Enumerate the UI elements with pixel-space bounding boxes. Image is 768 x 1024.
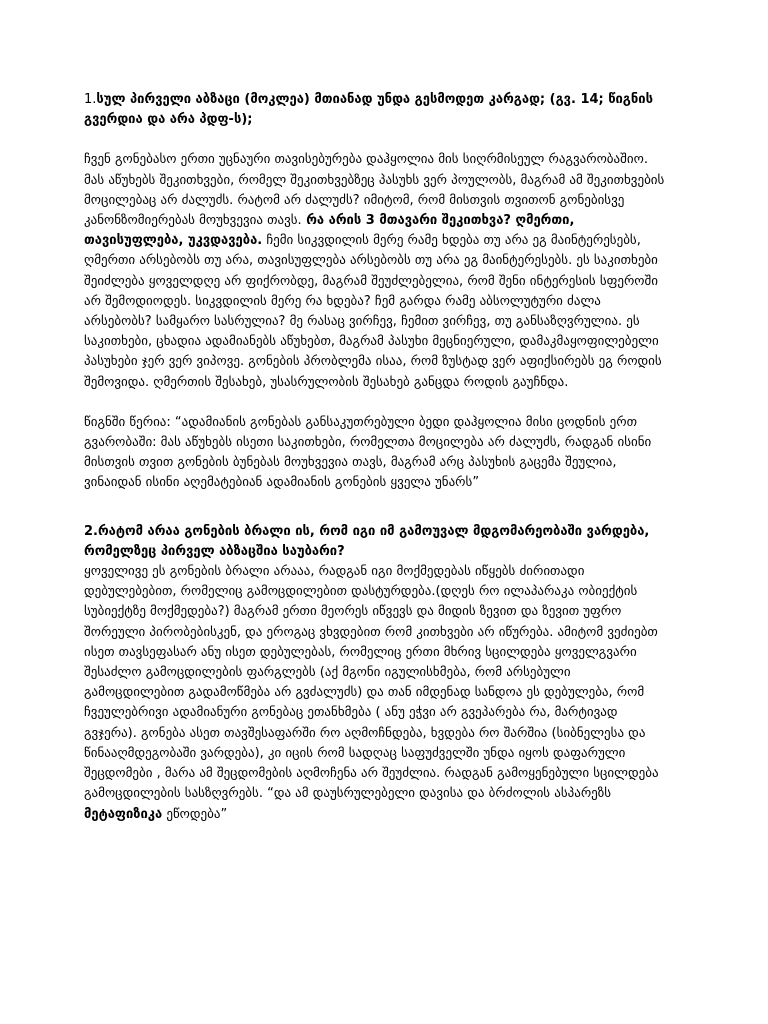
section-2-paragraph-1: [84, 562, 668, 825]
section-1-paragraph-1-text-a: ჩვენ გონებასო ერთი უცნაური თავისებურება დაჰყოლია მის სიღრმისეულ რაგვარობაშიო. მას აწუხებს შეკითხვები, რომელ შეკითხვებზეც პასუხს ვერ პოულობს, მაგრამ ამ შეკითხვების მოცილებაც არ ძალუძს. რატომ არ ძალუძს? იმიტომ, რომ მისთვის თვითონ გონებისვე კანონზომიერებას მოუხვევია თავს.: [84, 152, 665, 229]
section-2-paragraph-1-text-b: ეწოდება”: [162, 806, 228, 822]
section-1-paragraph-2: წიგნში წერია: “ადამიანის გონებას განსაკუთრებული ბედი დაჰყოლია მისი ცოდნის ერთ გვარობაში: მას აწუხებს ისეთი საკითხები, რომელთა მოცილება არ ძალუძს, რადგან ისინი მისთვის თვით გონების ბუნებას მოუხვევია თავს, მაგრამ არც პასუხის გაცემა შეულია, ვინაიდან ისინი აღემატებიან ადამიანის გონების ყველა უნარს”: [84, 414, 652, 491]
section-1-paragraph-1: [84, 150, 668, 392]
section-2-heading-text-a: რატომ არაა გონების ბრალი ის, რომ იგი იმ გამოუვალ მდგომარეობაში ვარდება,: [97, 523, 650, 539]
section-1-paragraph-1-bold: რა არის 3 მთავარი შეკითხვა? ღმერთი, თავისუფლება, უკვდავება.: [84, 213, 575, 249]
section-1-number: 1.: [84, 92, 97, 107]
section-2-paragraph-1-bold: მეტაფიზიკა: [84, 806, 163, 822]
section-2-heading: [84, 522, 668, 542]
section-2-number: 2.: [84, 523, 98, 539]
section-2-paragraph-1-text-a: ყოველივე ეს გონების ბრალი არააა, რადგან იგი მოქმედებას იწყებს ძირითადი დებულებებით, რომელიც გამოცდილებით დასტურდება.(დღეს რო ილაპარაკა ობიექტის სუბიექტზე მოქმედება?) მაგრამ ერთი მეორეს იწვევს და მიდის ზევით და ზევით უფრო შორეული პირობებისკენ, და ეროგაც ვხვდებით რომ კითხვები არ იწურება. ამიტომ ვეძიებთ ისეთ თავსეფასარ ანუ ისეთ დებულებას, რომელიც ერთი მხრივ სცილდება ყოველგვარი შესაძლო გამოცდილების ფარგლებს (აქ მგონი იგულისხმება, რომ არსებული გამოცდილებით გადამოწმება არ გვძალუძს) და თან იმდენად სანდოა ეს დებულება, რომ ჩვეულებრივი ადამიანური გონებაც ეთანხმება ( ანუ ეჭვი არ გვეპარება რა, მარტივად გვჯერა). გონება ასეთ თავშესაფარში რო აღმოჩნდება, ხვდება რო შარშია (სიბნელესა და წინააღმდეგობაში ვარდება), კი იცის რომ სადღაც საფუძველში უნდა იყოს დაფარული შეცდომები , მარა ამ შეცდომების აღმოჩენა არ შეუძლია. რადგან გამოყენებული სცილდება გამოცდილების სასზღვრებს. “და ამ დაუსრულებელი დავისა და ბრძოლის ასპარეზს: [84, 564, 659, 802]
section-1-heading: [84, 90, 668, 130]
section-1-heading-text: სულ პირველი აბზაცი (მოკლეა) მთიანად უნდა გესმოდეთ კარგად; (გვ. 14; წიგნის გვერდია და არა პდფ-ს);: [84, 92, 653, 128]
section-1-paragraph-1-text-b: ჩემი სიკვდილის მერე რამე ხდება თუ არა ეგ მაინტერესებს, ღმერთი არსებობს თუ არა, თავისუფლება არსებობს თუ არა ეგ მაინტერესებს. ეს საკითხები შეიძლება ყოველდღე არ ფიქრობდე, მაგრამ შეუძლებელია, რომ შენი ინტერესის სფეროში არ შემოდიოდეს. სიკვდილის მერე რა ხდება? ჩემ გარდა რამე აბსოლუტური ძალა არსებობს? სამყარო სასრულია? მე რასაც ვირჩევ, ჩემით ვირჩევ, თუ განსაზღვრულია. ეს საკითხები, ცხადია ადამიანებს აწუხებთ, მაგრამ პასუხი მეცნიერული, დამაკმაყოფილებელი პასუხები ჯერ ვერ ვიპოვე. გონების პრობლემა ისაა, რომ ზუსტად ვერ აფიქსირებს ეგ როდის შემოვიდა. ღმერთის შესახებ, უსასრულობის შესახებ განცდა როდის გაუჩნდა.: [84, 233, 662, 390]
section-2-heading-line-2: რომელზეც პირველ აბზაცშია საუბარი?: [84, 543, 345, 559]
